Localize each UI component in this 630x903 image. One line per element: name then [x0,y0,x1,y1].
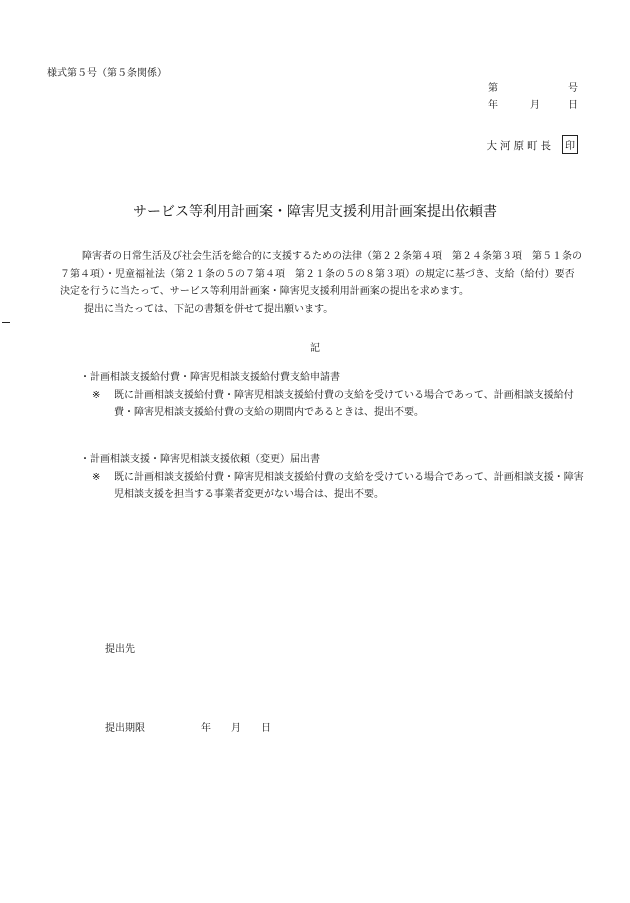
document-title: サービス等利用計画案・障害児支援利用計画案提出依頼書 [133,204,497,220]
issuer-name: 大河原町長 [486,140,554,152]
note-text: 既に計画相談支援給付費・障害児相談支援給付費の支給を受けている場合であって、計画相談支援・障害児相談支援を担当する事業者変更がない場合は、提出不要。 [114,471,584,500]
body-paragraph-1: 障害者の日常生活及び社会生活を総合的に支援するための法律（第２２条第４項 第２４条第３項 第５１条の７第４項）・児童福祉法（第２１条の５の７第４項 第２１条の５の８第３項）の規定に基づき、支給（給付）要否決定を行うに当たって、サービス等利用計画案・障害児支援利用計画案の提出を求めます。 [60,251,582,297]
issue-month-label: 月 [530,100,540,111]
form-number: 様式第５号（第５条関係） [47,68,167,79]
submission-deadline-label: 提出期限 [105,723,145,734]
deadline-day-label: 日 [261,723,271,734]
issuer-line [487,135,579,154]
note-mark: ※ [92,471,101,483]
document-number-suffix: 号 [568,83,578,94]
document-number-prefix: 第 [488,83,498,94]
submission-deadline-date [201,719,291,734]
note-text: 既に計画相談支援給付費・障害児相談支援給付費の支給を受けている場合であって、計画相談支援給付費・障害児相談支援給付費の支給の期間内であるときは、提出不要。 [114,389,574,418]
item-heading: ・計画相談支援給付費・障害児相談支援給付費支給申請書 [80,372,340,383]
issue-day-label: 日 [568,100,578,111]
required-document-item [80,451,585,504]
seal-box: 印 [562,135,578,154]
margin-mark [2,322,10,323]
deadline-year-label: 年 [201,723,211,734]
item-note [80,469,585,504]
item-heading: ・計画相談支援・障害児相談支援依頼（変更）届出書 [80,454,320,465]
required-document-item [80,369,585,422]
ki-heading: 記 [310,343,320,354]
deadline-month-label: 月 [231,723,241,734]
request-body [60,248,582,318]
item-note [80,387,585,422]
note-mark: ※ [92,389,101,401]
issue-year-label: 年 [488,100,498,111]
submission-destination-label: 提出先 [105,644,135,655]
body-paragraph-2: 提出に当たっては、下記の書類を併せて提出願います。 [84,303,334,315]
